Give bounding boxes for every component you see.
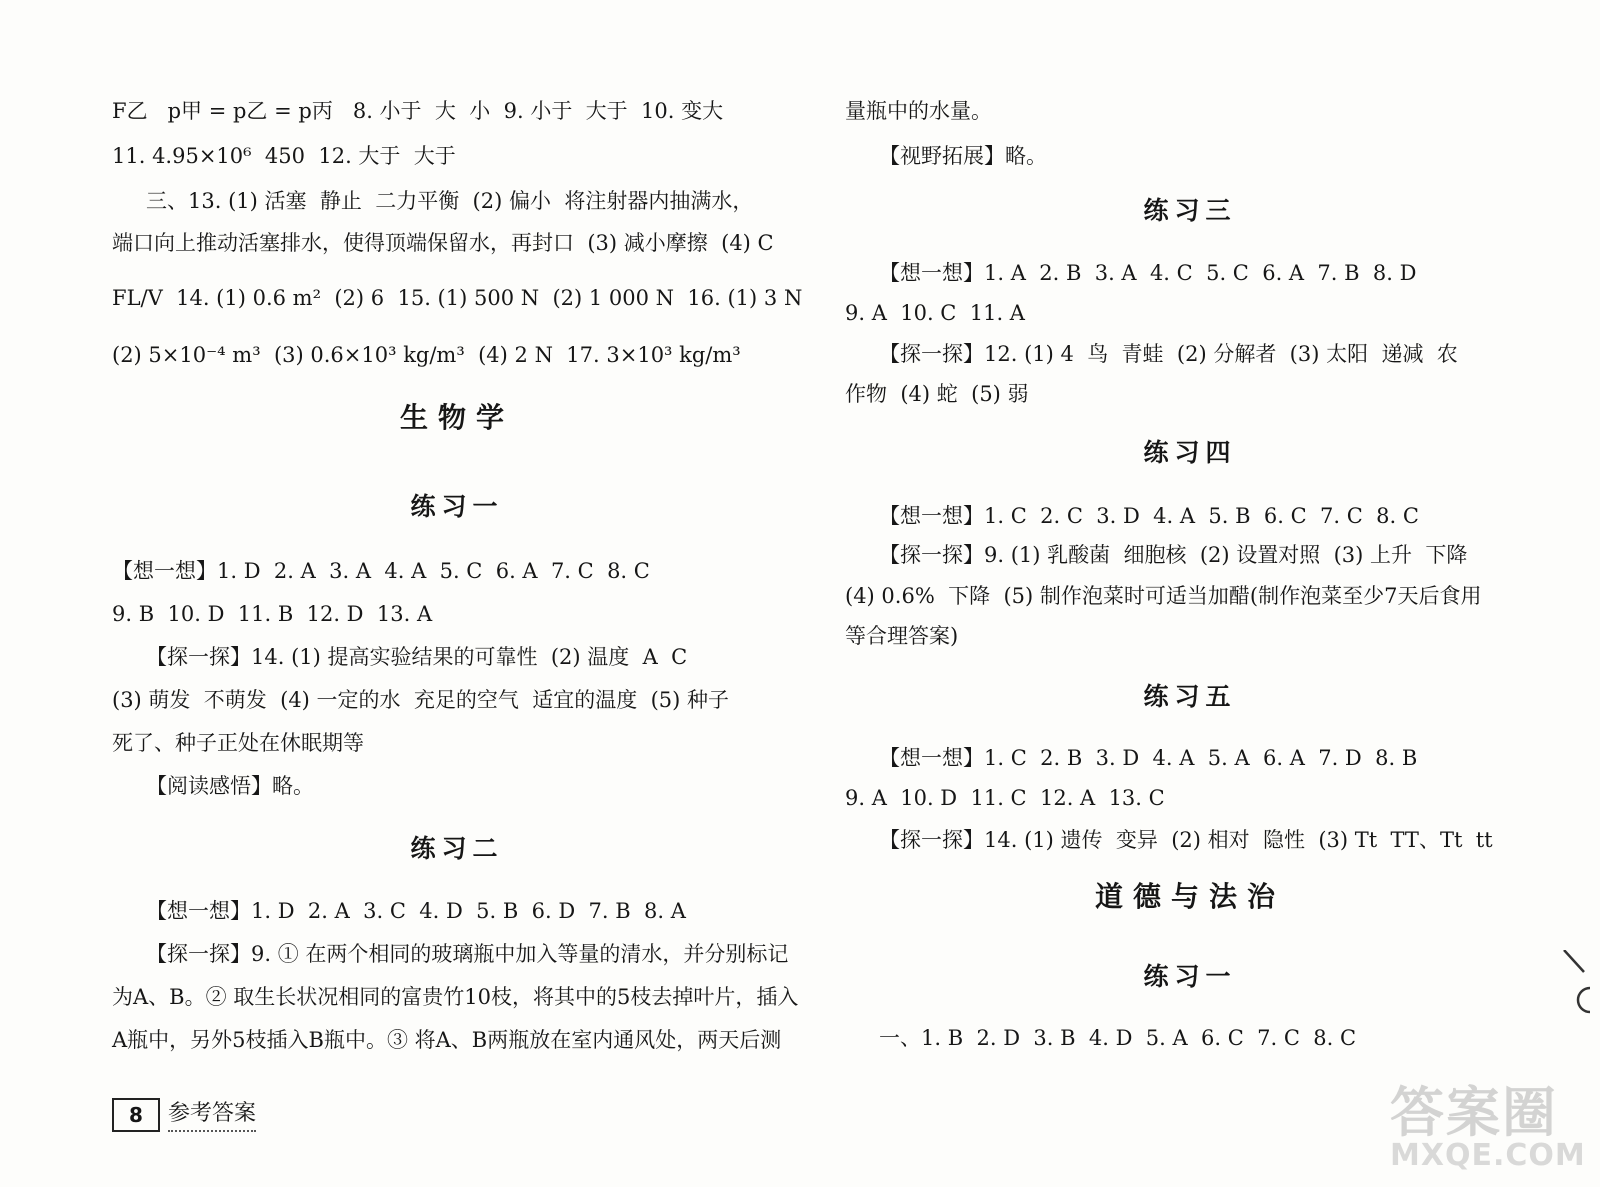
answer-line: 【想一想】1. D 2. A 3. A 4. A 5. C 6. A 7. C 8. C [112,559,650,583]
watermark-logo-text: 答案圈 [1390,1081,1558,1144]
answer-line: 9. B 10. D 11. B 12. D 13. A [112,602,433,626]
answer-line: 【探一探】14. (1) 提高实验结果的可靠性 (2) 温度 A C [146,645,688,669]
subject-title-ethics-law: 道德与法治 [1094,880,1285,913]
answer-line: 9. A 10. C 11. A [845,301,1025,325]
answer-line: 作物 (4) 蛇 (5) 弱 [845,382,1029,406]
answer-line: 【阅读感悟】略。 [146,774,314,798]
answer-line: 一、1. B 2. D 3. B 4. D 5. A 6. C 7. C 8. C [879,1026,1357,1050]
answer-line: 11. 4.95×10⁶ 450 12. 大于 大于 [112,144,456,168]
answer-line: (4) 0.6% 下降 (5) 制作泡菜时可适当加醋(制作泡菜至少7天后食用 [845,584,1482,608]
watermark [1390,1070,1595,1175]
answer-line: 死了、种子正处在休眠期等 [112,731,364,755]
answer-line: 端口向上推动活塞排水，使得顶端保留水，再封口 (3) 减小摩擦 (4) C [112,231,774,255]
answer-line: 【探一探】9. (1) 乳酸菌 细胞核 (2) 设置对照 (3) 上升 下降 [879,543,1468,567]
answer-line: F乙 p甲 = p乙 = p丙 8. 小于 大 小 9. 小于 大于 10. 变大 [112,99,724,123]
answer-line: (3) 萌发 不萌发 (4) 一定的水 充足的空气 适宜的温度 (5) 种子 [112,688,730,712]
answer-line: 【探一探】14. (1) 遗传 变异 (2) 相对 隐性 (3) Tt TT、Tt tt [879,828,1493,852]
answer-line: 【视野拓展】略。 [879,144,1047,168]
watermark-site: MXQE.COM [1390,1138,1586,1173]
section-title: 练习三 [1143,196,1237,225]
page-edge-mark [1560,950,1600,1020]
footer-label: 参考答案 [168,1098,256,1132]
answer-line: 为A、B。② 取生长状况相同的富贵竹10枝，将其中的5枝去掉叶片，插入 [112,985,799,1009]
section-title: 练习一 [1143,962,1237,991]
section-title: 练习四 [1143,438,1237,467]
answer-line: 【探一探】12. (1) 4 鸟 青蛙 (2) 分解者 (3) 太阳 递减 农 [879,342,1458,366]
answer-line: (2) 5×10⁻⁴ m³ (3) 0.6×10³ kg/m³ (4) 2 N 17. 3×10³ kg/m³ [112,343,741,367]
answer-line: 三、13. (1) 活塞 静止 二力平衡 (2) 偏小 将注射器内抽满水， [146,189,754,213]
section-title: 练习一 [410,492,504,521]
answer-line: A瓶中，另外5枝插入B瓶中。③ 将A、B两瓶放在室内通风处，两天后测 [112,1028,782,1052]
answer-line: 【想一想】1. D 2. A 3. C 4. D 5. B 6. D 7. B 8. A [146,899,686,923]
answer-line: 9. A 10. D 11. C 12. A 13. C [845,786,1165,810]
subject-title-biology: 生物学 [399,401,514,434]
section-title: 练习五 [1143,682,1237,711]
answer-line: 【想一想】1. C 2. B 3. D 4. A 5. A 6. A 7. D 8. B [879,746,1418,770]
page-number: 8 [112,1098,160,1132]
answer-line: FL/V 14. (1) 0.6 m² (2) 6 15. (1) 500 N (2) 1 000 N 16. (1) 3 N [112,286,803,310]
answer-line: 【探一探】9. ① 在两个相同的玻璃瓶中加入等量的清水，并分别标记 [146,942,789,966]
answer-line: 【想一想】1. A 2. B 3. A 4. C 5. C 6. A 7. B 8. D [879,261,1417,285]
answer-line: 量瓶中的水量。 [845,99,992,123]
answer-line: 等合理答案) [845,624,959,648]
section-title: 练习二 [410,834,504,863]
answer-line: 【想一想】1. C 2. C 3. D 4. A 5. B 6. C 7. C 8. C [879,504,1419,528]
